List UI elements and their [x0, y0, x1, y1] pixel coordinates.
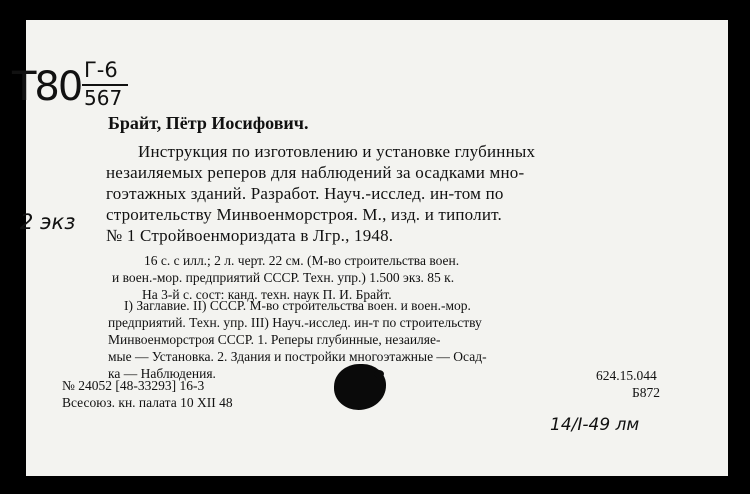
author-heading: Брайт, Пётр Иосифович. — [108, 113, 309, 133]
catalog-mark-fraction-top: Г-6 — [84, 58, 118, 82]
collation-line: и воен.-мор. предприятий СССР. Техн. упр.) 1.500 экз. 85 к. — [112, 270, 455, 285]
subject-line: мые — Установка. 2. Здания и постройки многоэтажные — Осад- — [108, 349, 487, 364]
title-line: строительству Минвоенморстроя. М., изд. и типолит. — [106, 205, 502, 224]
udc-number: 624.15.044 — [596, 368, 657, 383]
subject-line: I) Заглавие. II) СССР. М-во строительства воен. и воен.-мор. — [124, 298, 471, 313]
collation-line: 16 с. с илл.; 2 л. черт. 22 см. (М-во строительства воен. — [144, 253, 460, 268]
title-line: Инструкция по изготовлению и установке глубинных — [138, 142, 536, 161]
handwritten-date: 14/I-49 лм — [550, 415, 640, 435]
catalog-mark-fraction-bottom: 567 — [84, 86, 123, 110]
collation-line: На 3-й с. сост: канд. техн. наук П. И. Брайт. — [142, 287, 392, 302]
book-chamber-line: Всесоюз. кн. палата 10 XII 48 — [62, 395, 233, 410]
catalog-card — [12, 20, 728, 476]
subject-line: предприятий. Техн. упр. III) Науч.-исслед. ин-т по строительству — [108, 315, 482, 330]
title-line: незаиляемых реперов для наблюдений за осадками мно- — [106, 163, 525, 182]
accession-line: № 24052 [48-33293] 16-3 — [62, 378, 205, 393]
ink-blot — [334, 364, 386, 410]
catalog-mark-main: Т80 — [12, 64, 82, 110]
subject-line: Минвоенморстроя СССР. 1. Реперы глубинные, незаиляе- — [108, 332, 441, 347]
title-line: гоэтажных зданий. Разработ. Науч.-исслед. ин-том по — [106, 184, 504, 203]
title-line: № 1 Стройвоенмориздата в Лгр., 1948. — [106, 226, 394, 245]
cutter-number: Б872 — [632, 385, 661, 400]
copies-note: 2 экз — [20, 210, 76, 234]
subject-line: ка — Наблюдения. — [108, 366, 216, 381]
